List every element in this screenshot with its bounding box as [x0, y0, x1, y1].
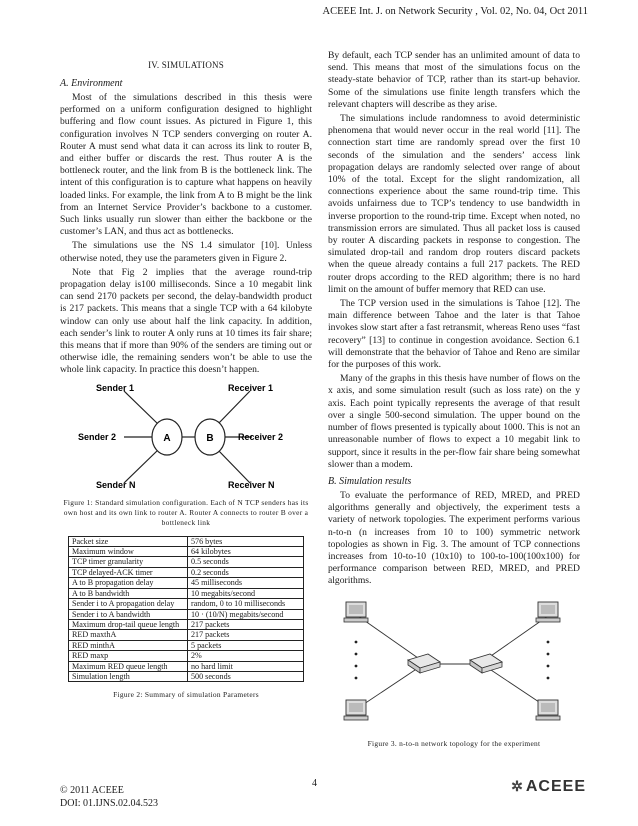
parameter-name: Maximum drop-tail queue length	[69, 619, 188, 629]
figure-3-caption: Figure 3. n-to-n network topology for the experiment	[367, 738, 541, 748]
footer-info	[60, 784, 158, 810]
computer-icon	[344, 602, 368, 622]
parameter-name: RED maxthA	[69, 630, 188, 640]
parameter-name: Maximum window	[69, 547, 188, 557]
paragraph: The TCP version used in the simulations is Tahoe [12]. The main difference between Tahoe and the later is that Tahoe invokes slow start after a fast retransmit, whereas Reno uses “fast recovery” [13] to continue in congestion avoidance. Section 6.1 will demonstrate that the behavior of Tahoe and Reno are similar for the purposes of this work.	[328, 298, 580, 371]
paragraph: Many of the graphs in this thesis have number of flows on the x axis, and some simulation result (such as loss rate) on the y axis. Each point typically represents the average of that result over a single 500-second simulation. The upper bound on the number of flows presented is typically about 1000. This is not an unreasonable number of flows to expect a 10 megabit link to support, since it results in the per-flow fair share being somewhat slower than a modem.	[328, 373, 580, 470]
figure-1-caption: Figure 1: Standard simulation configuration. Each of N TCP senders has its own host and its own link to router A. Router A connects to router B over a bottleneck link	[63, 497, 309, 527]
ellipsis-dots	[355, 640, 550, 679]
parameter-value: 0.5 seconds	[188, 557, 304, 567]
router-icon	[470, 654, 502, 673]
parameter-row	[69, 557, 304, 567]
right-column	[328, 50, 580, 751]
paragraph: The simulations include randomness to avoid deterministic phenomena that would never occur in the real world [11]. The connection start time are randomly spread over the first 10 seconds of the simulation and the senders’ access link propagation delays are randomly selected over range of about 10% of the total. Except for the slight randomization, all connections experience about the same round-trip time. This avoids unfairness due to TCP’s tendency to use bandwidth in inverse proportion to the round-trip time. Except when noted, no transmission errors are simulated. Thus all packet loss is caused by router A discarding packets in response to congestion. The simulated drop-tail and random drop routers discard packets when the queue already contains a full 217 packets. The RED router drops according to the RED algorithm; there is no hard limit on the amount of buffer memory that RED can use.	[328, 113, 580, 295]
paragraph: By default, each TCP sender has an unlimited amount of data to send. This means that most of the simulations focus on the steady-state behavior of TCP, rather than its start-up behavior. Some of the simulations use finite length transfers which the relevant chapters will describe as they arise.	[328, 50, 580, 110]
subsection-results: B. Simulation results	[328, 475, 412, 487]
link-line	[358, 668, 418, 708]
receiver-n-label: Receiver N	[228, 479, 275, 490]
figure-3	[328, 596, 580, 749]
parameter-value: 5 packets	[188, 640, 304, 650]
parameter-name: RED minthA	[69, 640, 188, 650]
figure-3-diagram	[328, 596, 580, 728]
parameter-name: RED maxp	[69, 651, 188, 661]
parameter-row	[69, 651, 304, 661]
parameter-value: random, 0 to 10 milliseconds	[188, 599, 304, 609]
parameter-row	[69, 640, 304, 650]
page-number: 4	[312, 778, 317, 789]
router-a-label: A	[163, 432, 171, 444]
sender-2-label: Sender 2	[78, 431, 117, 442]
parameter-row	[69, 578, 304, 588]
link-line	[217, 449, 250, 483]
paragraph: To evaluate the performance of RED, MRED, and PRED algorithms generally and objectively, the experiment tests a variety of network topologies. The experiment performs various n-to-n (n increases from 10 to 100) symmetric network topologies as shown in Fig. 3. The amount of TCP connections increases from 10-to-10 (10x10) to 100-to-100(100x100) for performance comparison between RED, MRED, and PRED algorithms.	[328, 489, 580, 587]
parameter-value: no hard limit	[188, 661, 304, 671]
left-column	[60, 50, 312, 702]
parameter-row	[69, 599, 304, 609]
parameter-row	[69, 661, 304, 671]
sender-1-label: Sender 1	[96, 382, 135, 393]
paragraph: Note that Fig 2 implies that the average round-trip propagation delay is100 milliseconds. Since a 10 megabit link can send 2170 packets per second, the delay-bandwidth product is 217 packets. This means that a single TCP with a 64 kilobyte window can only use about half the link capacity. In addition, each sender’s link to router A only runs at 10 times its fair share; this means that if more than 90% of the senders are timing out or otherwise idle, the remaining senders won’t be able to use the whole link capacity. In practice this doesn’t happen.	[60, 266, 312, 376]
parameter-value: 10 · (10/N) megabits/second	[188, 609, 304, 619]
parameter-value: 576 bytes	[188, 536, 304, 546]
figure-2-caption: Figure 2: Summary of simulation Parameters	[113, 690, 259, 700]
parameter-name: Simulation length	[69, 671, 188, 681]
parameter-value: 500 seconds	[188, 671, 304, 681]
aceee-logo	[511, 778, 586, 796]
parameter-name: TCP delayed-ACK timer	[69, 567, 188, 577]
doi-text: DOI: 01.IJNS.02.04.523	[60, 798, 159, 809]
parameter-value: 45 milliseconds	[188, 578, 304, 588]
parameters-table	[68, 536, 304, 683]
parameter-row	[69, 630, 304, 640]
parameter-value: 0.2 seconds	[188, 567, 304, 577]
router-b-label: B	[206, 432, 214, 444]
paragraph: Most of the simulations described in this thesis were performed on a uniform configuration designed to highlight buffering and flow count issues. As pictured in Figure 1, this configuration involves N TCP senders converging on router A. Router A must send what data it can across its link to router B, and either buffer or discards the rest. Thus router A is the bottleneck router, and the link from B is the bottleneck link. The intent of this configuration is to capture what happens on heavily loaded links. For example, the link from A to B might be the link from an Internet Service Provider’s backbone to a customer. Such links usually run slower than either the backbone or the customer’s LAN, and thus act as bottlenecks.	[60, 92, 312, 238]
parameter-row	[69, 567, 304, 577]
parameter-row	[69, 619, 304, 629]
journal-header: ACEEE Int. J. on Network Security , Vol. 02, No. 04, Oct 2011	[322, 6, 588, 17]
parameter-name: Sender i to A propagation delay	[69, 599, 188, 609]
parameter-row	[69, 671, 304, 681]
computer-icon	[536, 602, 560, 622]
figure-1-diagram	[60, 379, 312, 491]
figure-1	[60, 379, 312, 528]
parameter-name: TCP timer granularity	[69, 557, 188, 567]
parameter-row	[69, 547, 304, 557]
logo-text: ACEEE	[525, 778, 586, 795]
parameter-name: Packet size	[69, 536, 188, 546]
parameter-row	[69, 536, 304, 546]
link-line	[124, 391, 159, 425]
section-title: IV. SIMULATIONS	[148, 60, 224, 70]
link-line	[124, 449, 159, 483]
parameter-name: A to B bandwidth	[69, 588, 188, 598]
parameter-name: Maximum RED queue length	[69, 661, 188, 671]
parameter-value: 2%	[188, 651, 304, 661]
router-icon	[408, 654, 440, 673]
link-line	[217, 391, 250, 425]
computer-icon	[344, 700, 368, 720]
receiver-1-label: Receiver 1	[228, 382, 274, 393]
paragraph: The simulations use the NS 1.4 simulator [10]. Unless otherwise noted, they use the parameters given in Figure 2.	[60, 240, 312, 264]
subsection-environment: A. Environment	[60, 78, 123, 89]
parameter-value: 217 packets	[188, 630, 304, 640]
parameter-row	[69, 588, 304, 598]
parameter-name: A to B propagation delay	[69, 578, 188, 588]
parameter-name: Sender i to A bandwidth	[69, 609, 188, 619]
parameter-value: 217 packets	[188, 619, 304, 629]
parameter-value: 64 kilobytes	[188, 547, 304, 557]
computer-icon	[536, 700, 560, 720]
parameter-row	[69, 609, 304, 619]
copyright-text: © 2011 ACEEE	[60, 785, 124, 796]
receiver-2-label: Receiver 2	[238, 431, 284, 442]
sender-n-label: Sender N	[96, 479, 136, 490]
logo-star-icon: ✲	[511, 778, 524, 794]
parameter-value: 10 megabits/second	[188, 588, 304, 598]
